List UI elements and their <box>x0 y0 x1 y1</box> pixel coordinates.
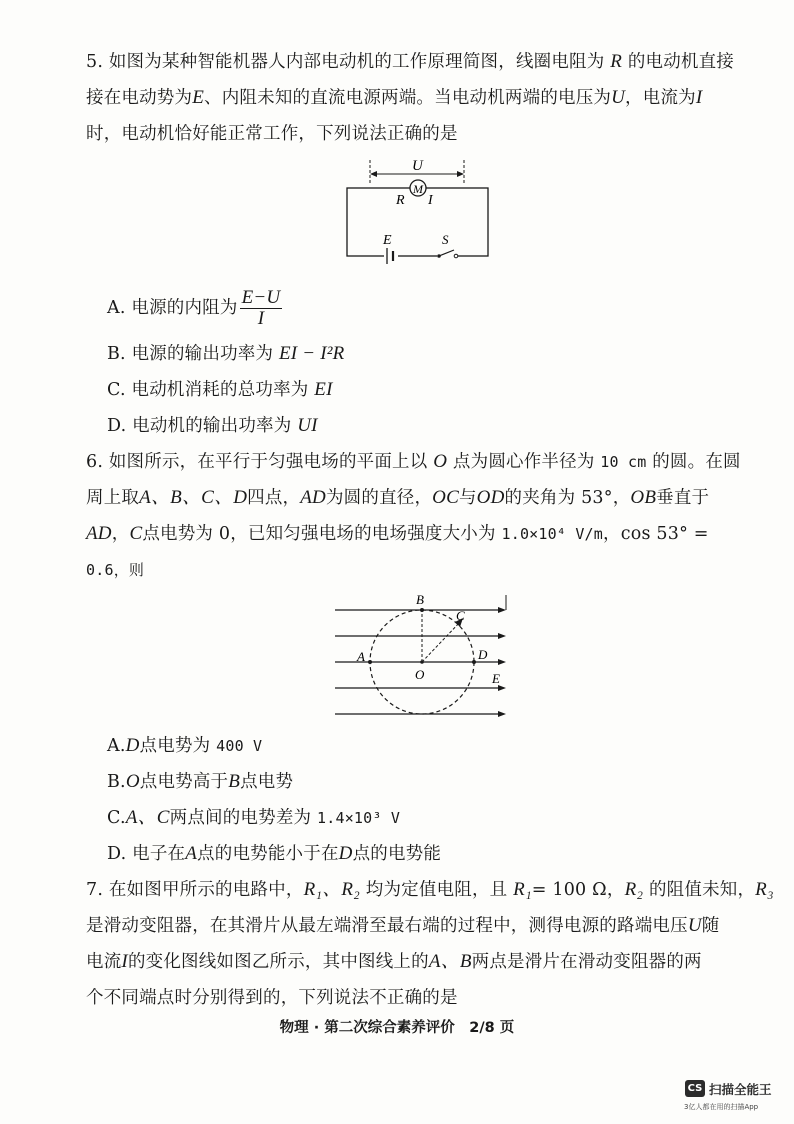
q5-option-b-expr: EI − I²R <box>278 343 345 364</box>
q6-option-d-text: 点的电势能小于在 <box>197 844 339 864</box>
q5-option-a-text: A. 电源的内阻为 <box>107 298 238 318</box>
q6-text: 的夹角为 53°， <box>504 488 631 508</box>
q5-option-a-fraction <box>240 288 283 329</box>
label-U: U <box>412 158 423 174</box>
point-D <box>472 660 476 664</box>
q6-var-AD: AD <box>86 523 112 544</box>
q5-line-2 <box>86 80 746 116</box>
q5-text: 的电动机直接 <box>627 52 735 72</box>
q6-option-b-text: 点电势高于 <box>139 772 229 792</box>
q6-text: ， <box>111 524 130 544</box>
field-arrow-5 <box>498 711 506 717</box>
q7-line-1 <box>86 872 774 908</box>
q6-text: 6. 如图所示，在平行于匀强电场的平面上以 <box>86 452 428 472</box>
label-R: R <box>396 193 405 208</box>
q5-text: 、内阻未知的直流电源两端。当电动机两端的电压为 <box>204 88 612 108</box>
q6-text: 的圆。在圆 <box>652 452 741 472</box>
q7-text: 个不同端点时分别得到的，下列说法不正确的是 <box>86 988 458 1008</box>
q5-var-R: R <box>610 51 623 72</box>
q5-line-3 <box>86 116 746 152</box>
switch-contact-right <box>454 254 458 258</box>
q7-text: 随 <box>701 916 720 936</box>
q6-option-a-var: D <box>125 735 140 756</box>
q6-option-a <box>107 728 767 764</box>
q5-var-I: I <box>695 87 703 108</box>
q7-var-R1: R₁ <box>513 879 532 900</box>
label-M: M <box>413 182 423 196</box>
q5-text: 接在电动势为 <box>86 88 193 108</box>
q6-field-diagram <box>330 590 520 725</box>
label-O: O <box>415 667 425 682</box>
point-B <box>420 608 424 612</box>
q5-var-E: E <box>192 87 205 108</box>
q6-option-a-value: 400 V <box>216 737 263 755</box>
label-A: A <box>357 649 365 664</box>
segment-OC <box>422 621 461 662</box>
q6-option-a-text: 点电势为 <box>139 736 211 756</box>
q5-option-d-expr: UI <box>297 415 318 436</box>
q6-var-points: A、B、C、D <box>139 487 248 508</box>
q5-circuit-diagram <box>340 154 500 264</box>
q6-option-b-text: 点电势 <box>240 772 294 792</box>
q6-text: 垂直于 <box>656 488 710 508</box>
field-arrow-3 <box>498 659 506 665</box>
fraction-denominator: I <box>257 308 265 329</box>
q6-option-b-text: B. <box>107 772 126 792</box>
q6-option-a-text: A. <box>107 736 126 756</box>
u-arrowhead-right <box>457 171 464 177</box>
label-E: E <box>383 233 392 248</box>
q6-var-OD: OD <box>476 487 505 508</box>
q7-var-I: I <box>121 951 128 972</box>
q7-text: = 100 Ω， <box>531 880 625 900</box>
q6-var-C: C <box>129 523 143 544</box>
q7-text: 两点是滑片在滑动变阻器的两 <box>471 952 702 972</box>
q6-text: 点电势为 0，已知匀强电场的电场强度大小为 <box>142 524 496 544</box>
q6-option-c-text: 两点间的电势差为 <box>169 808 312 828</box>
q7-text: 是滑动变阻器，在其滑片从最左端滑至最右端的过程中，测得电源的路端电压 <box>86 916 688 936</box>
q6-text: 周上取 <box>86 488 140 508</box>
label-E: E <box>492 671 500 686</box>
q6-option-c-var: A、C <box>125 807 170 828</box>
q7-var-R2: R₂ <box>624 879 644 900</box>
label-C: C <box>456 608 465 623</box>
q6-var-OB: OB <box>630 487 657 508</box>
label-B: B <box>416 592 424 607</box>
q7-line-4 <box>86 980 746 1016</box>
q6-line-2 <box>86 480 746 516</box>
q5-option-c <box>107 372 767 408</box>
q5-option-d-text: D. 电动机的输出功率为 <box>107 416 292 436</box>
q5-option-c-expr: EI <box>314 379 333 400</box>
q6-text: ，cos 53° = <box>603 524 709 544</box>
field-arrow-1 <box>498 607 506 613</box>
camscanner-logo-icon: CS <box>685 1080 705 1097</box>
watermark-brand: 扫描全能王 <box>709 1082 772 1097</box>
q5-option-d <box>107 408 767 444</box>
q6-option-c-text: C. <box>107 808 126 828</box>
point-O <box>420 660 424 664</box>
q6-var-O: O <box>433 451 448 472</box>
fraction-numerator: E−U <box>241 287 281 308</box>
q5-var-U: U <box>611 87 626 108</box>
q7-var-R1R2: R₁、R₂ <box>303 879 360 900</box>
q6-field-strength: 1.0×10⁴ V/m <box>501 525 604 543</box>
q7-text: 的变化图线如图乙所示，其中图线上的 <box>127 952 429 972</box>
point-A <box>368 660 372 664</box>
q7-text: 的阻值未知， <box>648 880 756 900</box>
q6-option-c-value: 1.4×10³ V <box>317 809 401 827</box>
q6-text: 0.6，则 <box>86 561 145 579</box>
q7-text: 均为定值电阻，且 <box>365 880 508 900</box>
field-arrow-2 <box>498 633 506 639</box>
q7-line-2 <box>86 908 746 944</box>
q5-text: ，电流为 <box>625 88 696 108</box>
q6-text: 四点， <box>247 488 301 508</box>
q6-line-4 <box>86 552 746 588</box>
q6-var-AD: AD <box>300 487 326 508</box>
q6-option-b-var: B <box>228 771 241 792</box>
label-I: I <box>428 193 433 208</box>
page-footer: 物理 · 第二次综合素养评价 2/8 页 <box>279 1020 515 1036</box>
q5-option-b-text: B. 电源的输出功率为 <box>107 344 274 364</box>
q6-option-b <box>107 764 767 800</box>
q6-option-d-text: D. 电子在 <box>107 844 186 864</box>
q6-var-OC: OC <box>432 487 459 508</box>
q7-text: 电流 <box>86 952 122 972</box>
q5-option-c-text: C. 电动机消耗的总功率为 <box>107 380 309 400</box>
q6-option-c <box>107 800 767 836</box>
circuit-loop <box>347 188 488 256</box>
q6-option-d-var: A <box>185 843 198 864</box>
q7-var-R3: R₃ <box>755 879 774 900</box>
q6-option-d-text: 点的电势能 <box>352 844 442 864</box>
q5-option-b <box>107 336 767 372</box>
label-D: D <box>478 647 488 662</box>
q5-option-a <box>107 286 767 330</box>
q6-option-d <box>107 836 767 872</box>
q7-var-U: U <box>687 915 702 936</box>
q6-text: 点为圆心作半径为 <box>452 452 595 472</box>
q5-line-1 <box>86 44 746 80</box>
label-S: S <box>442 232 449 247</box>
q5-text: 时，电动机恰好能正常工作，下列说法正确的是 <box>86 124 458 144</box>
q5-text: 5. 如图为某种智能机器人内部电动机的工作原理简图，线圈电阻为 <box>86 52 605 72</box>
q6-option-b-var: O <box>125 771 140 792</box>
q6-text: 为圆的直径， <box>325 488 433 508</box>
q7-var-AB: A、B <box>428 951 472 972</box>
q7-text: 7. 在如图甲所示的电路中， <box>86 880 304 900</box>
q7-line-3 <box>86 944 746 980</box>
battery-gap <box>384 249 398 263</box>
q6-line-3 <box>86 516 746 552</box>
q6-line-1 <box>86 444 746 480</box>
q6-option-d-var: D <box>338 843 353 864</box>
watermark-tagline: 3亿人都在用的扫描App <box>684 1103 759 1111</box>
u-arrowhead-left <box>370 171 377 177</box>
q6-radius-value: 10 cm <box>600 453 647 471</box>
q6-text: 与 <box>458 488 477 508</box>
